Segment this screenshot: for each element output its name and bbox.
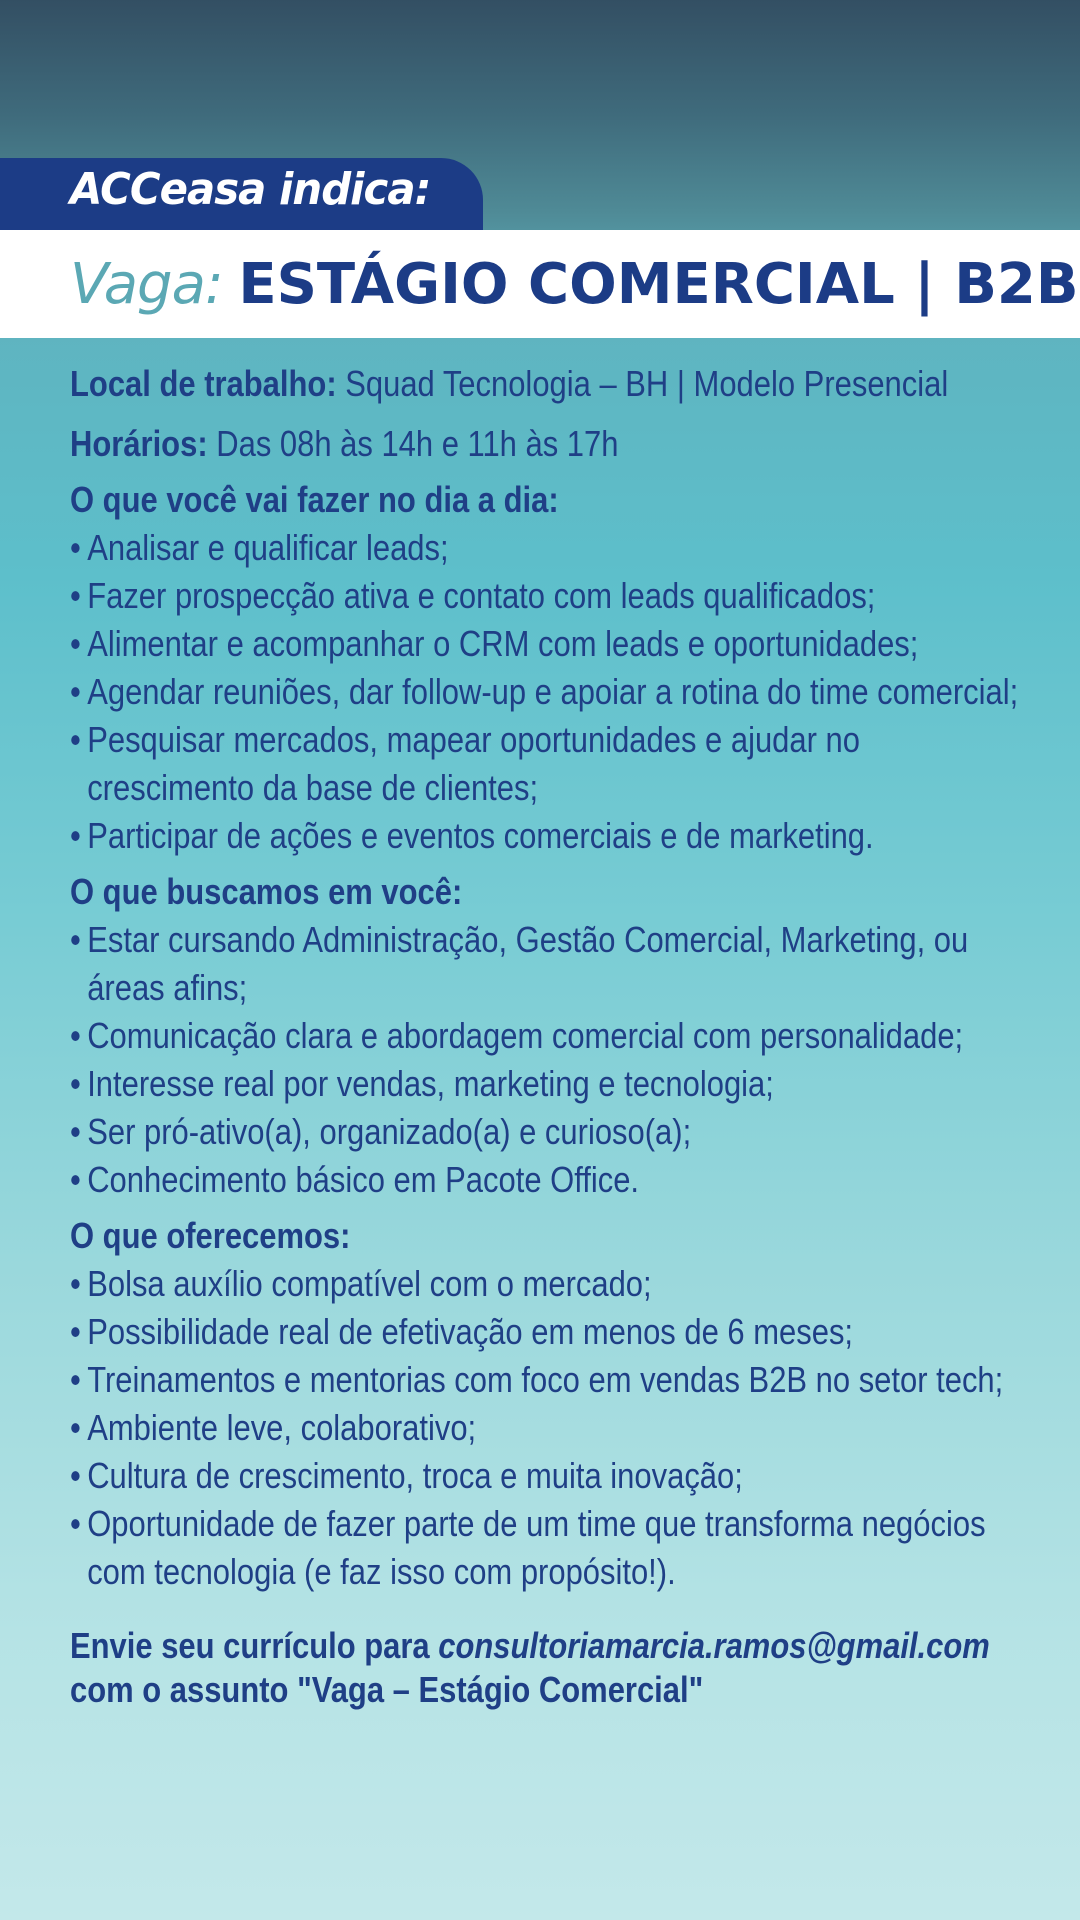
list-oferecemos — [70, 1260, 1019, 1596]
list-item: • Cultura de crescimento, troca e muita inovação; — [70, 1452, 1019, 1500]
section-title-buscamos: O que buscamos em você: — [70, 871, 463, 912]
job-details — [70, 360, 1019, 1712]
list-item: • Bolsa auxílio compatível com o mercado; — [70, 1260, 1019, 1308]
list-item: • Fazer prospecção ativa e contato com leads qualificados; — [70, 572, 1019, 620]
list-item: • Possibilidade real de efetivação em menos de 6 meses; — [70, 1308, 1019, 1356]
list-item: • Participar de ações e eventos comerciais e de marketing. — [70, 812, 1019, 860]
list-item: • Comunicação clara e abordagem comercial com personalidade; — [70, 1012, 1019, 1060]
local-label: Local de trabalho: — [70, 363, 337, 404]
section-title-dia-a-dia: O que você vai fazer no dia a dia: — [70, 479, 559, 520]
list-item: • Conhecimento básico em Pacote Office. — [70, 1156, 1019, 1204]
list-buscamos — [70, 916, 1019, 1204]
contact-email[interactable]: consultoriamarcia.ramos@gmail.com — [438, 1625, 990, 1666]
list-item: • Agendar reuniões, dar follow-up e apoiar a rotina do time comercial; — [70, 668, 1019, 716]
list-item: • Pesquisar mercados, mapear oportunidades e ajudar no crescimento da base de clientes; — [70, 716, 1019, 812]
list-item: • Analisar e qualificar leads; — [70, 524, 1019, 572]
call-to-action — [70, 1624, 1019, 1712]
local-value: Squad Tecnologia – BH | Modelo Presencial — [345, 363, 949, 404]
list-dia-a-dia — [70, 524, 1019, 860]
list-item: • Ser pró-ativo(a), organizado(a) e curioso(a); — [70, 1108, 1019, 1156]
list-item: • Oportunidade de fazer parte de um time que transforma negócios com tecnologia (e faz isso com propósito!). — [70, 1500, 1019, 1596]
cta-prefix: Envie seu currículo para — [70, 1625, 430, 1666]
cta-suffix: com o assunto "Vaga – Estágio Comercial" — [70, 1669, 704, 1710]
section-title-oferecemos: O que oferecemos: — [70, 1215, 351, 1256]
list-item: • Estar cursando Administração, Gestão Comercial, Marketing, ou áreas afins; — [70, 916, 1019, 1012]
local-line — [70, 360, 1019, 408]
horarios-value: Das 08h às 14h e 11h às 17h — [216, 423, 619, 464]
page-title — [70, 252, 1079, 317]
vaga-label: Vaga: — [70, 252, 223, 317]
horarios-label: Horários: — [70, 423, 208, 464]
list-item: • Treinamentos e mentorias com foco em vendas B2B no setor tech; — [70, 1356, 1019, 1404]
horarios-line — [70, 420, 1019, 468]
list-item: • Interesse real por vendas, marketing e tecnologia; — [70, 1060, 1019, 1108]
role-title: ESTÁGIO COMERCIAL | B2B — [238, 252, 1079, 317]
tag-label: ACCeasa indica: — [70, 164, 431, 215]
list-item: • Ambiente leve, colaborativo; — [70, 1404, 1019, 1452]
list-item: • Alimentar e acompanhar o CRM com leads e oportunidades; — [70, 620, 1019, 668]
